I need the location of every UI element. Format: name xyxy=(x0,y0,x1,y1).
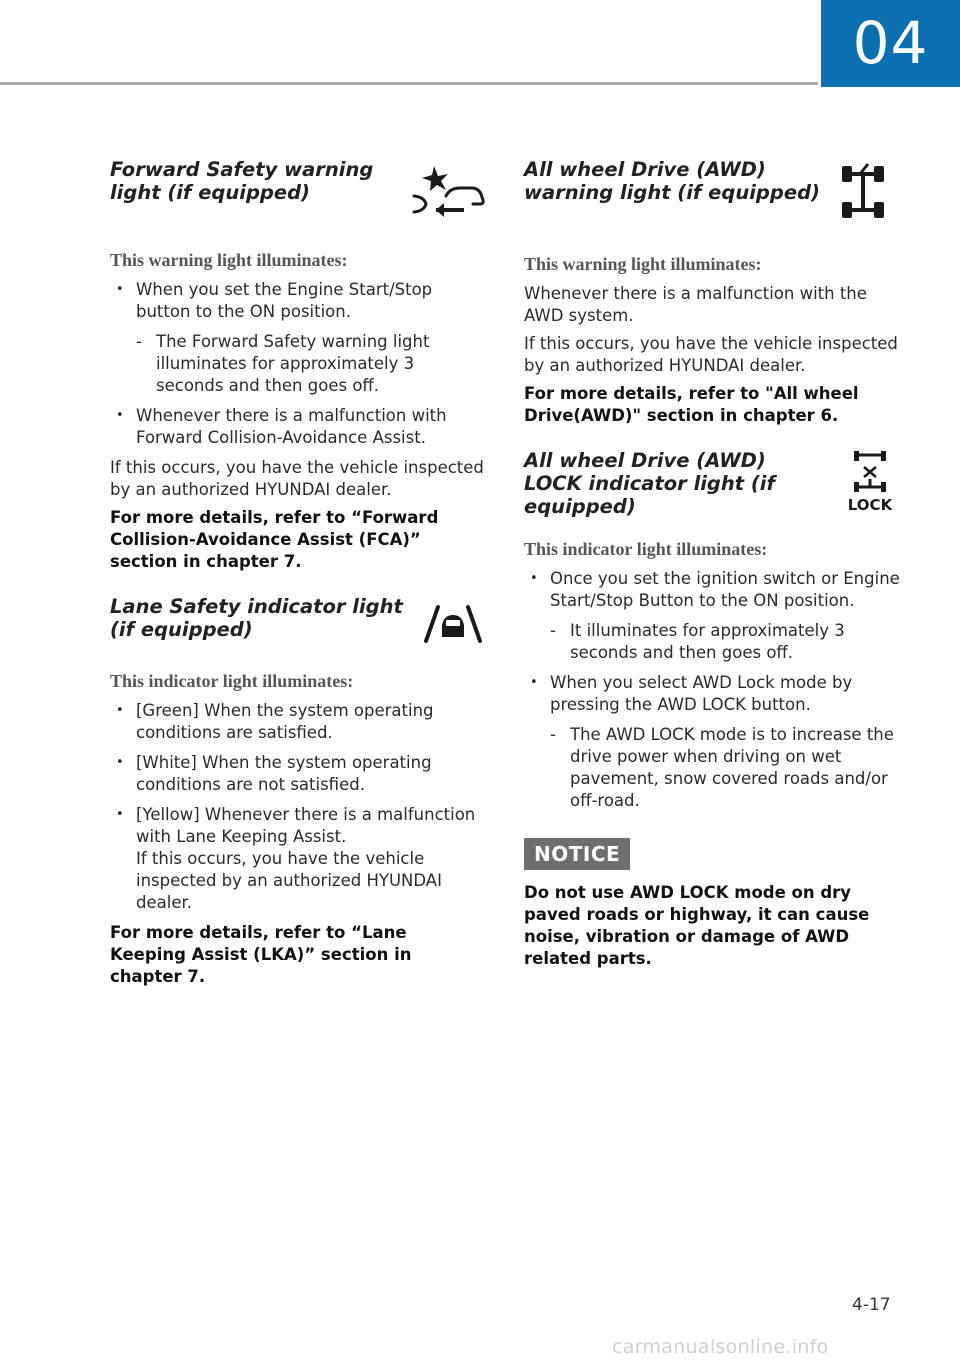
lsi-bullet-list xyxy=(110,700,486,914)
fsw-sub-item: - The Forward Safety warning light illuminates for approximately 3 seconds and then goes off. xyxy=(110,331,486,397)
awd-title: All wheel Drive (AWD) warning light (if equipped) xyxy=(524,158,820,204)
awd-lock-heading xyxy=(524,449,900,518)
awd-heading xyxy=(524,158,900,227)
list-item xyxy=(524,672,900,812)
awd-lock-sub-item-1: - It illuminates for approximately 3 seconds and then goes off. xyxy=(524,620,900,664)
fsw-bullet-1: When you set the Engine Start/Stop button to the ON position. xyxy=(136,280,433,321)
lsi-title: Lane Safety indicator light (if equipped) xyxy=(110,595,403,641)
awd-lock-bullet-2: When you select AWD Lock mode by pressing the AWD LOCK button. xyxy=(550,673,853,714)
lane-safety-indicator-icon xyxy=(420,603,486,648)
fsw-sub-list xyxy=(136,331,486,397)
fsw-heading xyxy=(110,158,486,231)
left-column xyxy=(110,158,486,994)
forward-safety-warning-icon xyxy=(410,164,486,231)
header-divider xyxy=(0,82,818,85)
awd-reference: For more details, refer to "All wheel Drive(AWD)" section in chapter 6. xyxy=(524,384,859,425)
list-item xyxy=(110,279,486,397)
awd-illuminates-heading: This warning light illuminates: xyxy=(524,254,762,274)
lsi-sub-note: If this occurs, you have the vehicle inspected by an authorized HYUNDAI dealer. xyxy=(136,849,442,912)
list-item xyxy=(110,804,486,914)
fsw-title: Forward Safety warning light (if equipped) xyxy=(110,158,374,204)
lsi-bullet-3: [Yellow] Whenever there is a malfunction with Lane Keeping Assist. xyxy=(136,805,476,846)
awd-lock-title: All wheel Drive (AWD) LOCK indicator light (if equipped) xyxy=(524,449,775,518)
page-number: 4-17 xyxy=(852,1295,891,1315)
lsi-illuminates-heading: This indicator light illuminates: xyxy=(110,671,354,691)
awd-lock-sub-list-2 xyxy=(550,724,900,812)
watermark: carmanualsonline.info xyxy=(612,1336,829,1358)
fsw-note: If this occurs, you have the vehicle inspected by an authorized HYUNDAI dealer. xyxy=(110,458,484,499)
awd-paragraph-1: Whenever there is a malfunction with the AWD system. xyxy=(524,284,867,325)
fsw-bullet-list xyxy=(110,279,486,449)
fsw-reference: For more details, refer to “Forward Collision-Avoidance Assist (FCA)” section in chapter 7. xyxy=(110,508,439,571)
awd-warning-icon xyxy=(838,162,890,227)
chapter-tab: 04 xyxy=(821,0,960,87)
awd-lock-bullet-list xyxy=(524,568,900,812)
awd-lock-icon-label: LOCK xyxy=(847,496,893,514)
lsi-bullet-2: • [White] When the system operating conditions are not satisfied. xyxy=(110,752,486,796)
awd-lock-sub-item-2: - The AWD LOCK mode is to increase the drive power when driving on wet pavement, snow covered roads and/or off-road. xyxy=(524,724,900,812)
awd-paragraph-2: If this occurs, you have the vehicle inspected by an authorized HYUNDAI dealer. xyxy=(524,334,898,375)
notice-text: Do not use AWD LOCK mode on dry paved roads or highway, it can cause noise, vibration or damage of AWD related parts. xyxy=(524,883,870,968)
lsi-reference: For more details, refer to “Lane Keeping Assist (LKA)” section in chapter 7. xyxy=(110,923,412,986)
awd-lock-indicator-icon xyxy=(840,449,900,513)
lsi-bullet-1: • [Green] When the system operating conditions are satisfied. xyxy=(110,700,486,744)
list-item xyxy=(524,568,900,664)
right-column xyxy=(524,158,900,976)
lsi-heading xyxy=(110,595,486,648)
fsw-illuminates-heading: This warning light illuminates: xyxy=(110,250,348,270)
fsw-bullet-2: • Whenever there is a malfunction with Forward Collision-Avoidance Assist. xyxy=(110,405,486,449)
awd-lock-sub-list-1 xyxy=(550,620,900,664)
awd-lock-illuminates-heading: This indicator light illuminates: xyxy=(524,539,768,559)
awd-lock-bullet-1: Once you set the ignition switch or Engine Start/Stop Button to the ON position. xyxy=(550,569,900,610)
notice-badge: NOTICE xyxy=(524,838,630,870)
